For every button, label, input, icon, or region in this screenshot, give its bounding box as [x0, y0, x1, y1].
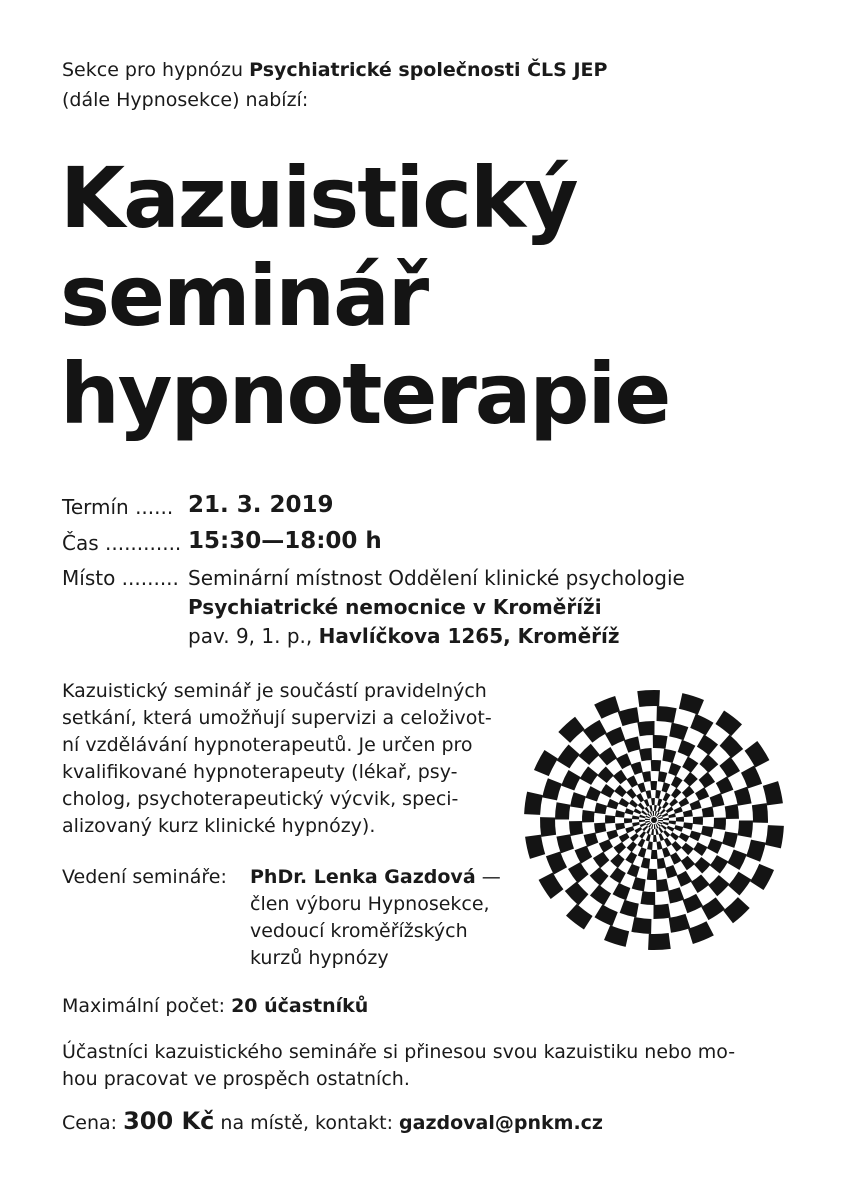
spiral-segment	[582, 810, 595, 823]
intro-line-2: (dále Hypnosekce) nabízí:	[62, 89, 309, 111]
spiral-segment	[568, 862, 589, 883]
spiral-segment	[683, 810, 693, 818]
spiral-segment	[640, 891, 655, 905]
spiral-segment	[632, 877, 646, 891]
spiral-segment	[534, 750, 558, 776]
spiral-segment	[615, 823, 625, 831]
description-line: alizovaný kurz klinické hypnózy).	[62, 815, 376, 837]
spiral-segment	[689, 831, 701, 842]
spiral-segment	[683, 772, 697, 787]
spiral-segment	[713, 818, 726, 831]
intro-text	[62, 55, 607, 115]
spiral-segment	[639, 815, 645, 819]
spiral-segment	[699, 772, 715, 788]
spiral-segment	[624, 737, 641, 753]
spiral-segment	[651, 829, 654, 835]
spiral-segment	[719, 757, 740, 778]
spiral-segment	[662, 801, 669, 809]
spiral-segment	[710, 793, 725, 808]
spiral-segment	[657, 858, 666, 869]
spiral-segment	[570, 792, 586, 808]
spiral-segment	[654, 805, 657, 811]
spiral-segment	[641, 858, 650, 869]
spiral-segment	[669, 798, 678, 807]
spiral-segment	[671, 776, 683, 788]
spiral-segment	[710, 855, 728, 874]
price-contact: Cena: 300 Kč na místě, kontakt: gazdoval@pnkm.cz	[62, 1107, 603, 1135]
spiral-segment	[635, 827, 643, 833]
spiral-segment	[639, 820, 645, 823]
spiral-segment	[627, 841, 637, 852]
spiral-segment	[647, 841, 653, 850]
spiral-segment	[605, 727, 625, 746]
spiral-segment	[631, 917, 651, 934]
spiral-segment	[619, 798, 630, 808]
spiral-segment	[638, 847, 647, 857]
spiral-segment	[691, 874, 710, 893]
spiral-segment	[639, 748, 652, 761]
spiral-segment	[659, 833, 665, 841]
spiral-segment	[595, 904, 618, 926]
spiral-segment	[546, 851, 567, 874]
spiral-segment	[645, 807, 650, 813]
term-value: 21. 3. 2019	[188, 492, 334, 518]
spiral-segment	[599, 839, 613, 853]
spiral-segment	[593, 852, 609, 868]
title-line-2: seminář	[60, 247, 428, 345]
spiral-segment	[667, 826, 675, 832]
spiral-segment	[662, 782, 671, 792]
spiral-segment	[682, 786, 695, 798]
spiral-segment	[670, 852, 682, 864]
spiral-segment	[654, 824, 656, 829]
spiral-segment	[627, 864, 640, 878]
spiral-segment	[642, 771, 651, 782]
spiral-segment	[594, 803, 607, 815]
price-value: 300 Kč	[123, 1107, 215, 1135]
spiral-segment	[645, 818, 650, 820]
spiral-segment	[626, 775, 638, 787]
spiral-segment	[723, 897, 749, 923]
leadership-details: PhDr. Lenka Gazdová — člen výboru Hypnosekce, vedoucí kroměřížských kurzů hypnózy	[250, 866, 501, 969]
spiral-segment	[655, 790, 661, 799]
spiral-segment	[655, 829, 658, 835]
spiral-segment	[674, 807, 683, 814]
spiral-segment	[613, 883, 631, 900]
spiral-segment	[556, 834, 574, 853]
spiral-segment	[694, 857, 711, 874]
spiral-segment	[646, 834, 651, 842]
spiral-segment	[668, 763, 681, 777]
spiral-segment	[697, 735, 718, 756]
spiral-segment	[727, 850, 746, 870]
spiral-segment	[610, 854, 624, 869]
spiral-segment	[664, 838, 672, 847]
spiral-segment	[607, 830, 619, 841]
spiral-segment	[671, 841, 681, 852]
spiral-segment	[662, 749, 676, 763]
spiral-segment	[688, 921, 714, 944]
spiral-segment	[624, 818, 632, 823]
spiral-segment	[637, 721, 654, 736]
spiral-center	[651, 817, 657, 823]
place-line-1: Seminární místnost Oddělení klinické psychologie	[188, 566, 685, 590]
spiral-segment	[632, 822, 640, 827]
place-line-2: Psychiatrické nemocnice v Kroměříži	[188, 595, 602, 619]
spiral-segment	[642, 826, 648, 832]
spiral-segment	[662, 847, 671, 858]
spiral-segment	[651, 850, 658, 859]
spiral-segment	[649, 805, 652, 811]
spiral-segment	[695, 787, 709, 801]
spiral-segment	[632, 815, 639, 819]
spiral-segment	[661, 825, 667, 830]
spiral-segment	[614, 842, 627, 854]
spiral-segment	[555, 802, 570, 819]
spiral-segment	[600, 784, 614, 798]
spiral-segment	[683, 822, 693, 829]
spiral-segment	[557, 745, 580, 769]
spiral-segment	[639, 831, 646, 839]
participants-note: Účastníci kazuistického semináře si přinesou svou kazuistiku nebo mo- hou pracovat ve prospěch ostatních.	[62, 1041, 736, 1090]
spiral-segment	[679, 693, 704, 715]
spiral-segment	[645, 790, 651, 799]
spiral-segment	[693, 816, 703, 825]
time-value: 15:30—18:00 h	[188, 528, 382, 554]
description-line: Kazuistický seminář je součástí pravidelných	[62, 680, 487, 702]
spiral-segment	[583, 720, 607, 743]
spiral-segment	[668, 813, 676, 818]
spiral-segment	[657, 799, 662, 807]
spiral-segment	[653, 835, 657, 842]
spiral-segment	[708, 875, 729, 896]
spiral-segment	[746, 840, 766, 862]
spiral-segment	[590, 885, 611, 906]
spiral-segment	[540, 817, 556, 837]
spiral-segment	[605, 815, 615, 824]
spiral-segment	[594, 823, 606, 834]
spiral-segment	[657, 806, 662, 812]
title-line-3: hypnoterapie	[60, 345, 670, 443]
spiral-segment	[607, 799, 619, 810]
spiral-segment	[669, 821, 676, 825]
spiral-segment	[626, 788, 636, 799]
spiral-segment	[662, 822, 668, 826]
spiral-segment	[653, 904, 670, 919]
spiral-segment	[658, 820, 663, 822]
spiral-segment	[525, 835, 545, 859]
spiral-segment	[651, 798, 655, 805]
spiral-segment	[678, 740, 696, 757]
spiral-segment	[720, 735, 744, 759]
spiral-segment	[715, 710, 742, 736]
spiral-segment	[566, 904, 593, 930]
description-line: setkání, která umožňují supervizi a celoživot-	[62, 707, 492, 729]
spiral-segment	[629, 799, 638, 808]
spiral-segment	[638, 803, 645, 810]
spiral-segment	[580, 766, 598, 785]
spiral-segment	[657, 841, 663, 850]
hypnotic-spiral-illustration	[514, 680, 794, 960]
place-label: Místo .........	[62, 566, 179, 590]
spiral-segment	[669, 914, 691, 933]
spiral-segment	[620, 900, 639, 918]
spiral-segment	[579, 744, 600, 765]
spiral-segment	[741, 766, 762, 789]
spiral-segment	[669, 723, 688, 741]
spiral-segment	[663, 792, 671, 801]
spiral-segment	[701, 826, 714, 838]
spiral-segment	[614, 785, 627, 797]
spiral-segment	[619, 833, 630, 843]
spiral-segment	[678, 797, 689, 807]
spiral-segment	[693, 842, 707, 856]
spiral-segment	[690, 714, 713, 736]
description	[62, 678, 552, 840]
spiral-segment	[665, 865, 677, 878]
spiral-segment	[670, 832, 679, 841]
leadership-label: Vedení semináře:	[62, 866, 227, 888]
spiral-segment	[725, 804, 739, 819]
spiral-segment	[676, 817, 684, 822]
spiral-segment	[586, 786, 602, 801]
spiral-segment	[594, 696, 620, 719]
spiral-segment	[636, 793, 644, 802]
spiral-segment	[641, 810, 647, 815]
spiral-segment	[616, 753, 632, 769]
spiral-segment	[716, 776, 734, 794]
description-line: cholog, psychoterapeutický výcvik, speci-	[62, 788, 459, 810]
spiral-segment	[702, 806, 714, 817]
spiral-segment	[648, 933, 671, 950]
spiral-segment	[666, 807, 674, 813]
spiral-segment	[565, 882, 589, 906]
spiral-segment	[674, 825, 683, 832]
spiral-segment	[660, 809, 666, 815]
spiral-segment	[662, 813, 668, 817]
spiral-segment	[658, 771, 667, 782]
spiral-segment	[668, 887, 685, 903]
spiral-segment	[663, 830, 670, 837]
contact-email[interactable]: gazdoval@pnkm.cz	[399, 1112, 603, 1134]
spiral-segment	[615, 810, 625, 817]
spiral-segment	[646, 828, 651, 834]
spiral-segment	[699, 754, 718, 773]
spiral-segment	[604, 925, 629, 947]
spiral-segment	[625, 826, 634, 833]
spiral-segment	[630, 833, 639, 842]
place-line-3: pav. 9, 1. p., Havlíčkova 1265, Kroměříž	[188, 624, 620, 648]
spiral-segment	[682, 756, 698, 772]
spiral-segment	[598, 747, 617, 766]
spiral-segment	[625, 852, 637, 864]
spiral-segment	[590, 867, 609, 886]
spiral-segment	[745, 741, 770, 768]
spiral-segment	[597, 766, 614, 783]
title-line-1: Kazuistický	[60, 149, 577, 247]
description-line: kvalifikované hypnoterapeuty (lékař, psy-	[62, 761, 458, 783]
term-label: Termín ......	[62, 495, 174, 519]
spiral-segment	[765, 825, 784, 848]
spiral-segment	[653, 735, 668, 749]
capacity: Maximální počet: 20 účastníků	[62, 995, 369, 1017]
spiral-segment	[637, 782, 646, 793]
spiral-segment	[647, 869, 657, 880]
intro-line-1: Sekce pro hypnózu Psychiatrické společnosti ČLS JEP	[62, 59, 608, 81]
spiral-segment	[651, 760, 661, 771]
spiral-segment	[750, 864, 774, 890]
spiral-segment	[676, 871, 692, 887]
spiral-segment	[650, 781, 657, 790]
spiral-segment	[752, 803, 768, 823]
spiral-segment	[763, 781, 783, 805]
spiral-segment	[575, 846, 593, 864]
spiral-segment	[658, 827, 663, 833]
spiral-segment	[630, 762, 642, 775]
spiral-segment	[524, 792, 543, 815]
spiral-segment	[569, 821, 583, 836]
time-label: Čas ............	[62, 531, 182, 555]
spiral-segment	[738, 820, 753, 837]
spiral-segment	[690, 800, 702, 811]
spiral-segment	[625, 808, 634, 815]
spiral-segment	[613, 770, 627, 784]
spiral-segment	[610, 867, 626, 883]
spiral-segment	[637, 690, 660, 707]
spiral-segment	[722, 831, 738, 847]
description-line: ní vzdělávání hypnoterapeutů. Je určen pro	[62, 734, 473, 756]
spiral-segment	[542, 778, 562, 800]
spiral-segment	[707, 839, 723, 854]
spiral-segment	[679, 832, 690, 842]
spiral-segment	[671, 788, 681, 799]
capacity-value: 20 účastníků	[231, 995, 369, 1017]
spiral-segment	[663, 818, 669, 821]
spiral-segment	[683, 894, 703, 913]
spiral-segment	[701, 897, 725, 920]
spiral-segment	[561, 770, 580, 790]
leader-name: PhDr. Lenka Gazdová	[250, 866, 476, 888]
spiral-segment	[640, 823, 646, 827]
spiral-segment	[558, 717, 584, 743]
organization-name: Psychiatrické společnosti ČLS JEP	[249, 59, 608, 81]
spiral-segment	[656, 879, 669, 892]
spiral-segment	[681, 856, 695, 870]
spiral-segment	[728, 872, 751, 896]
spiral-segment	[644, 799, 650, 807]
spiral-segment	[681, 843, 694, 855]
spiral-segment	[618, 707, 640, 726]
spiral-segment	[539, 872, 564, 899]
spiral-segment	[584, 832, 599, 847]
spiral-segment	[734, 787, 752, 806]
spiral-segment	[634, 808, 642, 814]
spiral-segment	[652, 811, 654, 816]
spiral-segment	[657, 706, 677, 723]
spiral-segment	[637, 838, 645, 847]
